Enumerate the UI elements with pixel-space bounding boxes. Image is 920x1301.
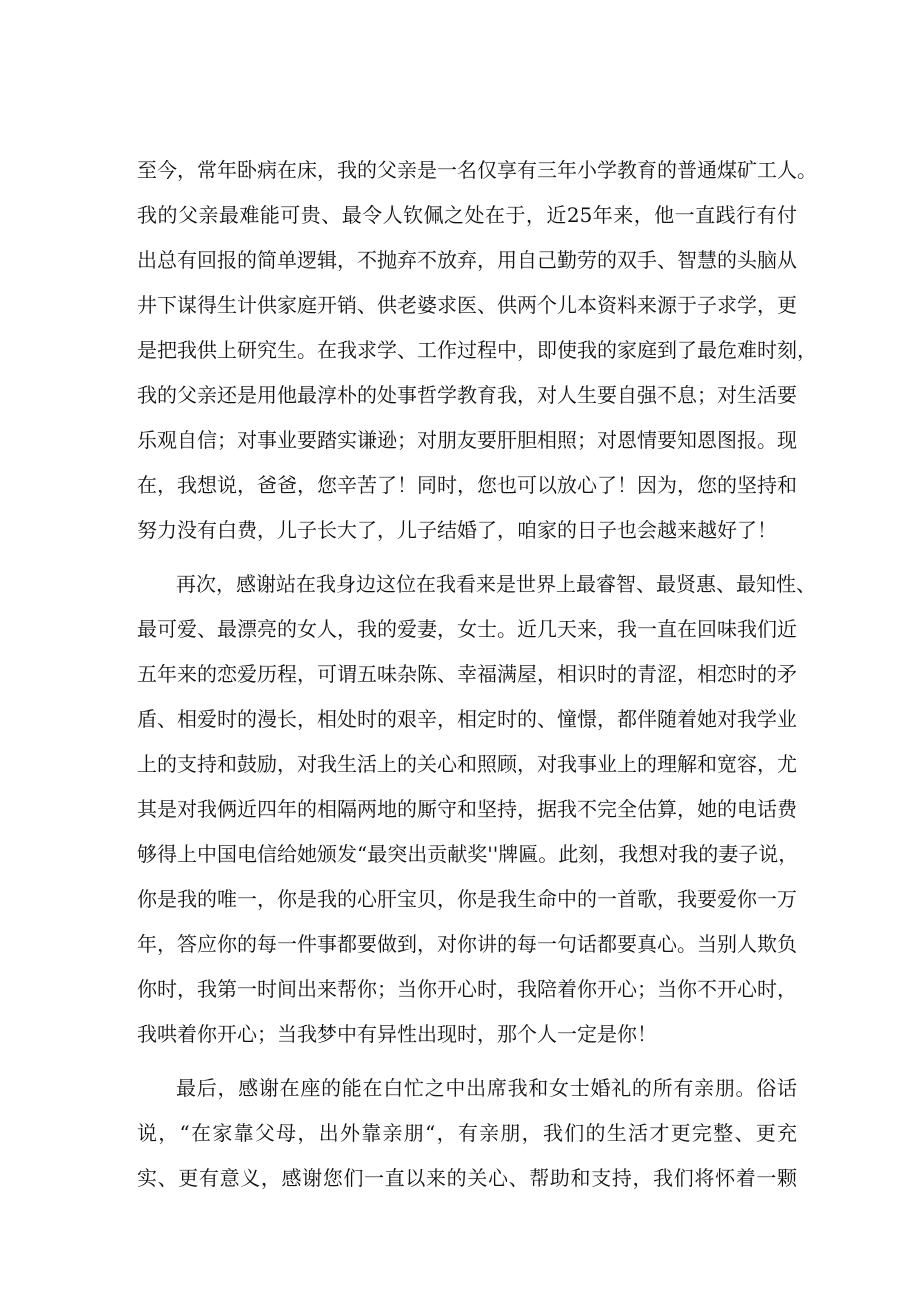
paragraph-3-line-2: 说，“在家靠父母，出外靠亲朋“，有亲朋，我们的生活才更完整、更充 [137, 1121, 797, 1145]
paragraph-2-line-7: 够得上中国电信给她颁发“最突出贡献奖''牌匾。此刻，我想对我的妻子说， [137, 842, 799, 866]
paragraph-2-line-2: 最可爱、最漂亮的女人，我的爱妻，女士。近几天来，我一直在回味我们近 [137, 617, 797, 641]
paragraph-2-line-9: 年，答应你的每一件事都要做到，对你讲的每一句话都要真心。当别人欺负 [137, 932, 797, 956]
paragraph-1-line-5: 是把我供上研究生。在我求学、工作过程中，即使我的家庭到了最危难时刻， [137, 338, 817, 362]
paragraph-2-line-4: 盾、相爱时的漫长，相处时的艰辛，相定时的、憧憬，都伴随着她对我学业 [137, 707, 797, 731]
paragraph-1-line-6: 我的父亲还是用他最淳朴的处事哲学教育我，对人生要自强不息；对生活要 [137, 383, 797, 407]
paragraph-1-line-7: 乐观自信；对事业要踏实谦逊；对朋友要肝胆相照；对恩情要知恩图报。现 [137, 428, 797, 452]
paragraph-2-line-6: 其是对我俩近四年的相隔两地的厮守和坚持，据我不完全估算，她的电话费 [137, 797, 797, 821]
paragraph-2-line-8: 你是我的唯一，你是我的心肝宝贝，你是我生命中的一首歌，我要爱你一万 [137, 887, 797, 911]
paragraph-1-line-3: 出总有回报的简单逻辑，不抛弃不放弃，用自己勤劳的双手、智慧的头脑从 [137, 248, 797, 272]
paragraph-3-line-1: 最后，感谢在座的能在白忙之中出席我和女士婚礼的所有亲朋。俗话 [176, 1076, 797, 1100]
paragraph-2-line-1: 再次，感谢站在我身边这位在我看来是世界上最睿智、最贤惠、最知性、 [176, 572, 816, 596]
paragraph-2-line-3: 五年来的恋爱历程，可谓五味杂陈、幸福满屋，相识时的青涩，相恋时的矛 [137, 662, 797, 686]
paragraph-1-line-1: 至今，常年卧病在床，我的父亲是一名仅享有三年小学教育的普通煤矿工人。 [137, 158, 817, 182]
paragraph-1-line-9: 努力没有白费，儿子长大了，儿子结婚了，咱家的日子也会越来越好了！ [137, 518, 777, 542]
paragraph-1-line-4: 井下谋得生计供家庭开销、供老婆求医、供两个儿本资料来源于子求学，更 [137, 293, 797, 317]
paragraph-3-line-3: 实、更有意义，感谢您们一直以来的关心、帮助和支持，我们将怀着一颗 [137, 1166, 797, 1190]
paragraph-2-line-10: 你时，我第一时间出来帮你；当你开心时，我陪着你开心；当你不开心时， [137, 977, 797, 1001]
paragraph-1-line-2: 我的父亲最难能可贵、最令人钦佩之处在于，近25年来，他一直践行有付 [137, 203, 797, 227]
paragraph-2-line-11: 我哄着你开心；当我梦中有异性出现时，那个人一定是你！ [137, 1022, 657, 1046]
paragraph-1-line-8: 在，我想说，爸爸，您辛苦了！同时，您也可以放心了！因为，您的坚持和 [137, 473, 797, 497]
paragraph-2-line-5: 上的支持和鼓励，对我生活上的关心和照顾，对我事业上的理解和宽容，尤 [137, 752, 797, 776]
